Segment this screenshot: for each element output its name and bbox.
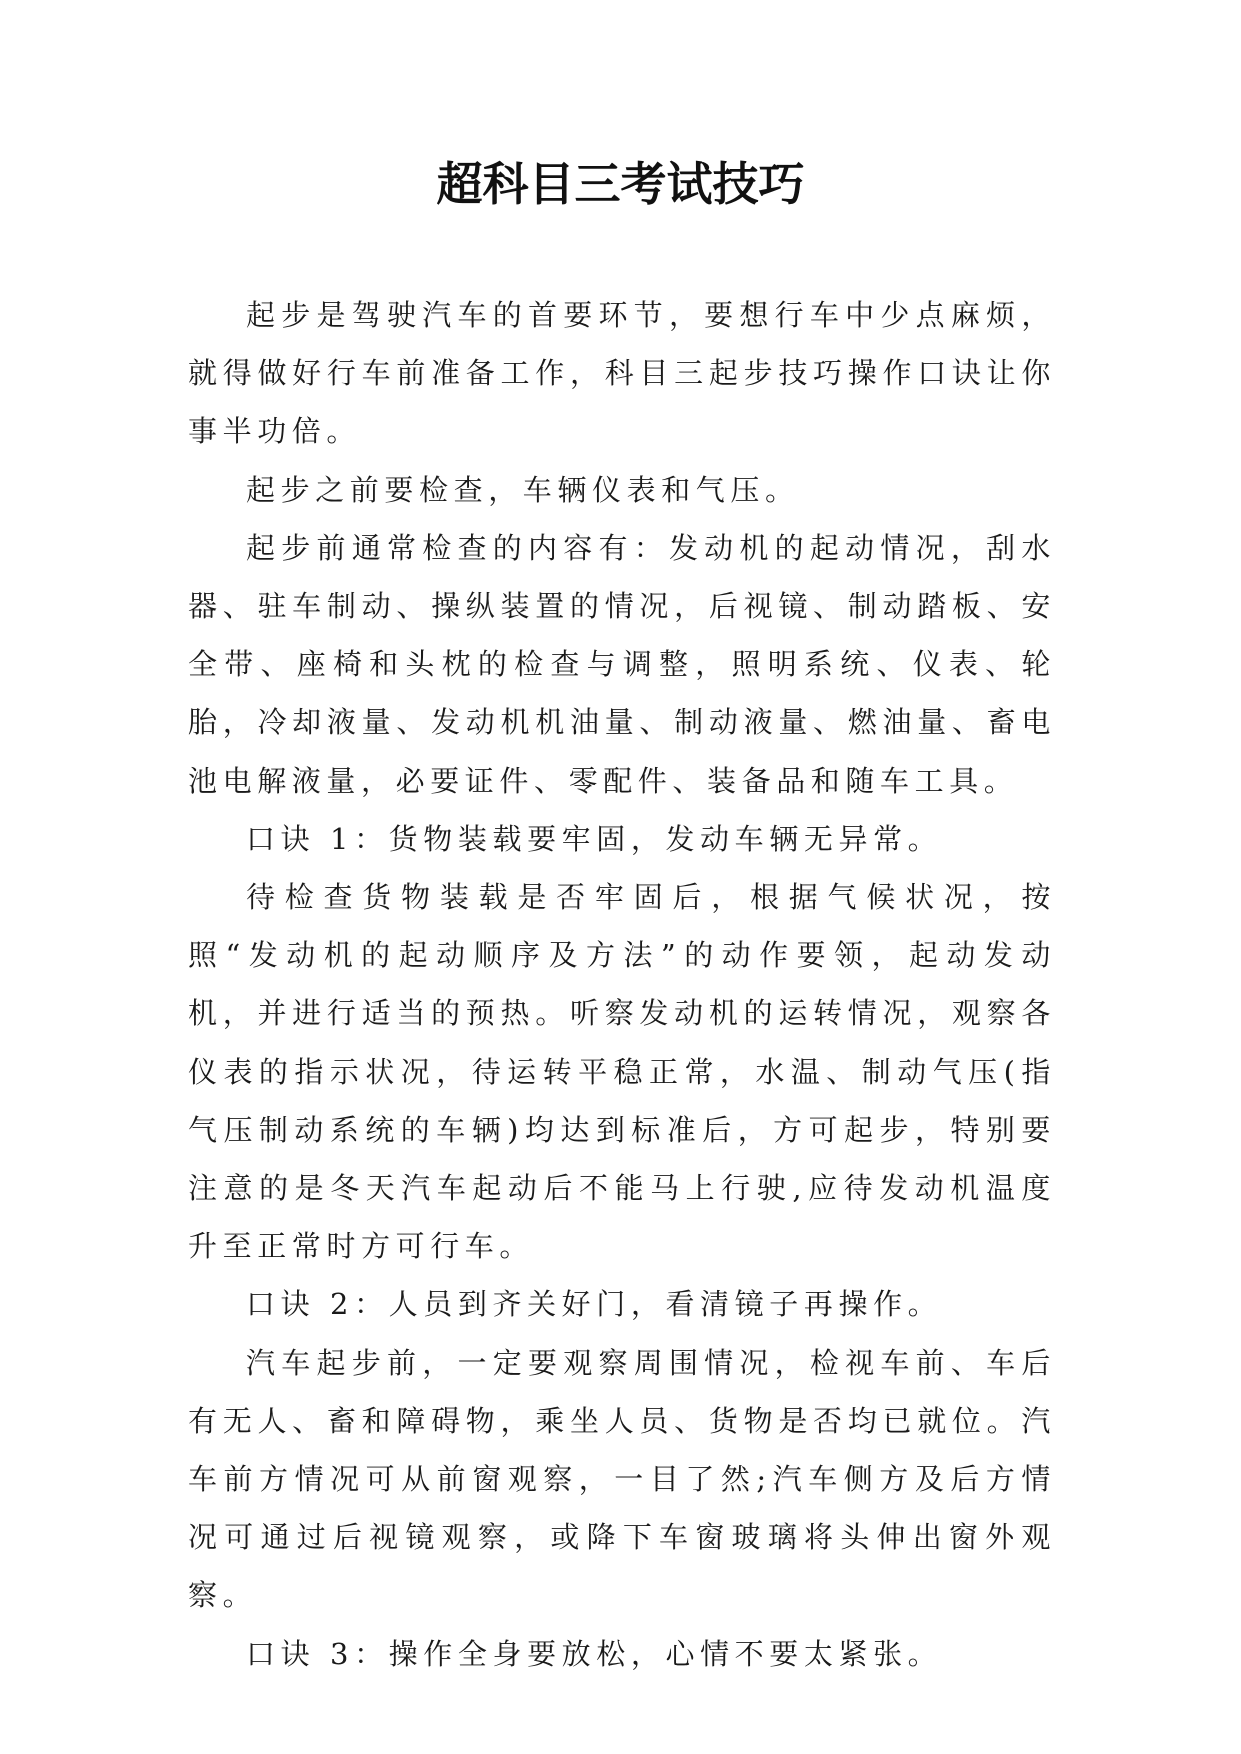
paragraph: 起步前通常检查的内容有：发动机的起动情况，刮水器、驻车制动、操纵装置的情况，后视镜、制动踏板、安全带、座椅和头枕的检查与调整，照明系统、仪表、轮胎，冷却液量、发动机机油量、制动液量、燃油量、畜电池电解液量，必要证件、零配件、装备品和随车工具。 bbox=[188, 530, 1056, 798]
document-body bbox=[188, 286, 1056, 1683]
paragraph: 汽车起步前，一定要观察周围情况，检视车前、车后有无人、畜和障碍物，乘坐人员、货物是否均已就位。汽车前方情况可从前窗观察，一目了然;汽车侧方及后方情况可通过后视镜观察，或降下车窗玻璃将头伸出窗外观察。 bbox=[188, 1345, 1056, 1613]
paragraph: 起步是驾驶汽车的首要环节，要想行车中少点麻烦，就得做好行车前准备工作，科目三起步技巧操作口诀让你事半功倍。 bbox=[188, 298, 1056, 449]
document-title: 超科目三考试技巧 bbox=[436, 157, 805, 211]
paragraph: 起步之前要检查，车辆仪表和气压。 bbox=[246, 472, 800, 507]
paragraph: 待检查货物装载是否牢固后，根据气候状况，按照“发动机的起动顺序及方法”的动作要领，起动发动机，并进行适当的预热。听察发动机的运转情况，观察各仪表的指示状况，待运转平稳正常，水温、制动气压(指气压制动系统的车辆)均达到标准后，方可起步，特别要注意的是冬天汽车起动后不能马上行驶,应待发动机温度升至正常时方可行车。 bbox=[188, 880, 1056, 1264]
paragraph: 口诀 2：人员到齐关好门，看清镜子再操作。 bbox=[246, 1287, 943, 1322]
paragraph: 口诀 1：货物装载要牢固，发动车辆无异常。 bbox=[246, 821, 943, 856]
paragraph: 口诀 3：操作全身要放松，心情不要太紧张。 bbox=[246, 1636, 943, 1671]
